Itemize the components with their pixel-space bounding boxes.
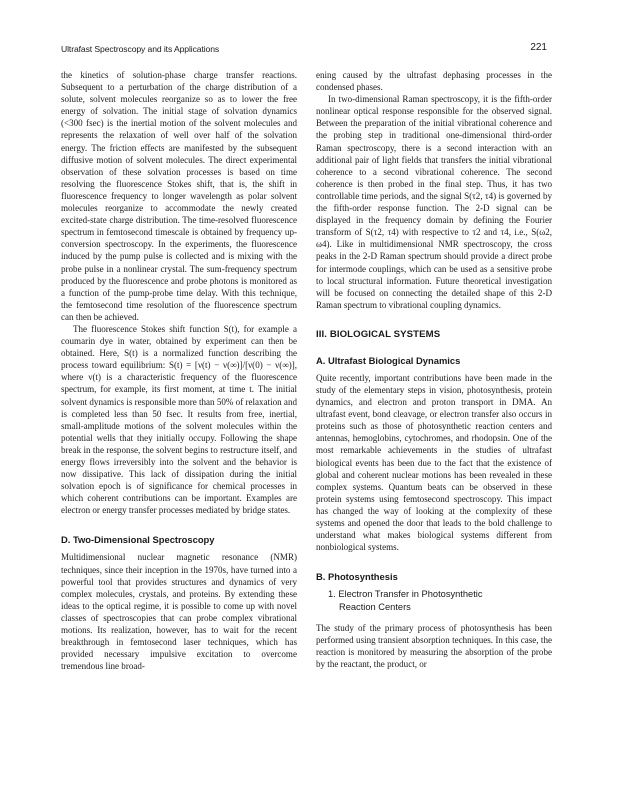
right-paragraph-1: ening caused by the ultrafast dephasing processes in the condensed phases.	[316, 70, 552, 93]
left-paragraph-3: Multidimensional nuclear magnetic resonance (NMR) techniques, since their inception in the 1970s, have turned into a powerful tool that provides structures and dynamics of very complex molecules, crystals, and proteins. By extending these ideas to the optical regime, it is possible to come up with novel classes of spectroscopies that can probe complex vibrational motions. Its realization, however, has to wait for the recent breakthrough in femtosecond laser techniques, which has provided necessary impulsive excitation to overcome tremendous line broad-	[61, 552, 297, 672]
section-heading-b: B. Photosynthesis	[316, 571, 398, 583]
section-heading-iii: III. BIOLOGICAL SYSTEMS	[316, 328, 441, 340]
section-heading-b1-line1: 1. Electron Transfer in Photosynthetic	[328, 589, 483, 600]
left-column	[61, 69, 297, 672]
right-paragraph-3: Quite recently, important contributions have been made in the study of the elementary steps in vision, photosynthesis, protein dynamics, and electron and proton transport in DMA. An ultrafast event, bond cleavage, or electron transfer also occurs in proteins such as those of photosynthetic reaction centers and antennas, hemoglobins, cytochromes, and rhodopsin. One of the most remarkable achievements in the studies of ultrafast biological events has been due to the fact that the existence of global and coherent nuclear motions has been revealed in these complex systems. Quantum beats can be observed in these protein systems using femtosecond spectroscopy. This impact has changed the way of looking at the complexity of these systems and opened the door that leads to the bold challenge to understand what makes biological systems different from nonbiological systems.	[316, 372, 552, 553]
section-heading-b1-line2: Reaction Centers	[339, 601, 411, 612]
section-heading-d: D. Two-Dimensional Spectroscopy	[61, 534, 215, 546]
right-paragraph-4: The study of the primary process of photosynthesis has been performed using transient absorption techniques. In this case, the reaction is monitored by measuring the absorption of the probe by the reactant, the product, or	[316, 623, 552, 670]
left-paragraph-2: The fluorescence Stokes shift function S(t), for example a coumarin dye in water, obtained by experiment can then be obtained. Here, S(t) is a normalized function describing the process toward equilibrium: S(t) = [ν(t) − ν(∞)]/[ν(0) − ν(∞)], where ν(t) is a characteristic frequency of the fluorescence spectrum, for example, its first moment, at time t. The initial solvent dynamics is responsible more than 50% of relaxation and is completed less than 50 fsec. It results from free, inertial, small-amplitude motions of the solvent molecules within the potential wells that they initially occupy. Following the shape break in the response, the solvent begins to restructure itself, and energy flows irreversibly into the solvent and the behavior is now dissipative. This lack of dissipation during the initial solvation epoch is of significance for chemical processes in which coherent contributions can be important. Examples are electron or energy transfer processes mediated by bridge states.	[61, 323, 297, 516]
left-paragraph-1: the kinetics of solution-phase charge transfer reactions. Subsequent to a perturbation of the charge distribution of a solute, solvent molecules reorganize so as to lower the free energy of solvation. The initial stage of solvation dynamics (<300 fsec) is the inertial motion of the solvent molecules and represents the relaxation of well over half of the solvation energy. The friction effects are manifested by the subsequent diffusive motion of solvent molecules. The direct experimental observation of these solvation processes is based on time resolving the fluorescence Stokes shift, that is, the shift in fluorescence frequency to longer wavelength as polar solvent molecules reorganize to accommodate the newly created excited-state charge distribution. The time-resolved fluorescence spectrum in femtosecond timescale is obtained by frequency up-conversion spectroscopy. In the experiments, the fluorescence induced by the pump pulse is collected and is mixing with the probe pulse in a nonlinear crystal. The sum-frequency spectrum produced by the fluorescence and probe photons is monitored as a function of the pump-probe time delay. With this technique, the femtosecond time resolution of the fluorescence spectrum can then be achieved.	[61, 70, 297, 322]
running-head: Ultrafast Spectroscopy and its Applications	[61, 44, 220, 54]
right-column	[316, 69, 552, 670]
section-heading-a: A. Ultrafast Biological Dynamics	[316, 354, 461, 366]
section-heading-b1	[328, 588, 552, 613]
page-number: 221	[530, 42, 547, 53]
right-paragraph-2: In two-dimensional Raman spectroscopy, it is the fifth-order nonlinear optical response responsible for the observed signal. Between the preparation of the initial vibrational coherence and the probing step in traditional one-dimensional third-order Raman spectroscopy, there is a second interaction with an additional pair of light fields that transfers the initial vibrational coherence to a second vibrational coherence. The second coherence is then probed in the final step. Thus, it has two controllable time periods, and the signal S(τ2, τ4) is governed by the fifth-order response function. The 2-D signal can be displayed in the frequency domain by defining the Fourier transform of S(τ2, τ4) with respective to τ2 and τ4, i.e., S(ω2, ω4). Like in multidimensional NMR spectroscopy, the cross peaks in the 2-D Raman spectrum should provide a direct probe for intermode couplings, which can be used as a sensitive probe to local structural information. Future theoretical investigation will be focused on connecting the detailed shape of this 2-D Raman spectrum to vibrational coupling dynamics.	[316, 94, 552, 310]
